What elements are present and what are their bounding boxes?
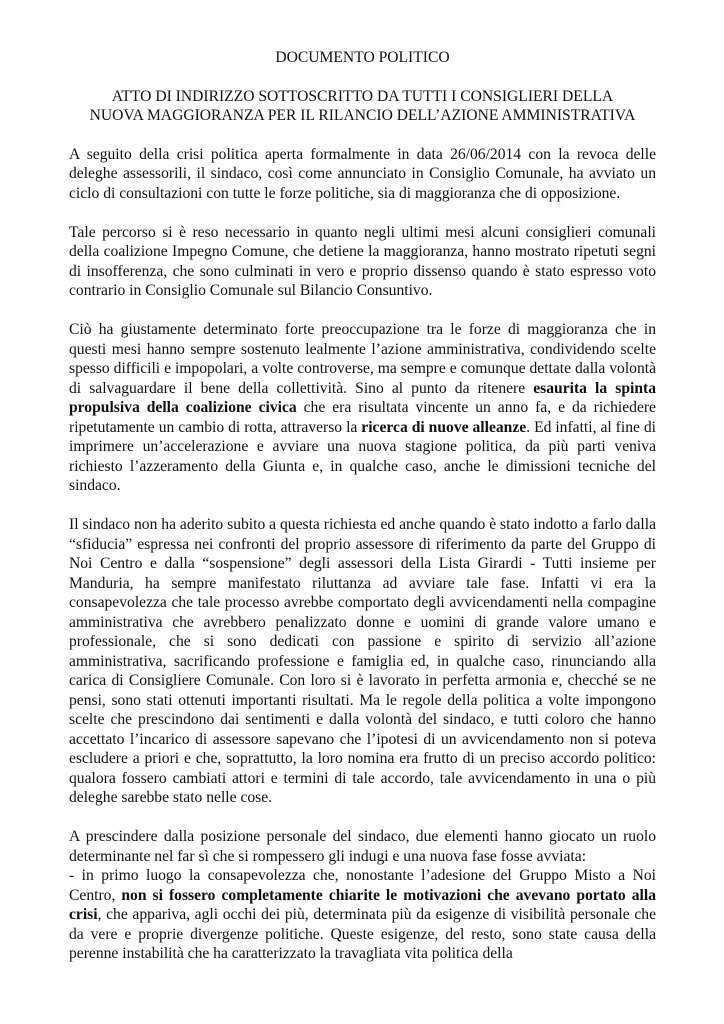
paragraph-5-text-c: , che appariva, agli occhi dei più, determinata più da esigenze di visibilità personale che da vere e proprie divergenze politiche. Queste esigenze, del resto, sono state causa della perenne instabilità che ha caratterizzato la travagliata vita politica della (69, 906, 656, 962)
paragraph-1: A seguito della crisi politica aperta formalmente in data 26/06/2014 con la revoca delle deleghe assessorili, il sindaco, così come annunciato in Consiglio Comunale, ha avviato un ciclo di consultazioni con tutte le forze politiche, sia di maggioranza che di opposizione. (69, 145, 656, 202)
paragraph-3-bold-b: ricerca di nuove alleanze (361, 418, 527, 436)
paragraph-3-text-b: che era risultata vincente un anno fa, e da richiedere ripetutamente un cambio di rotta, attraverso la (69, 399, 656, 436)
paragraph-3-text-c: . Ed infatti, al fine di imprimere un’accelerazione e avviare una nuova stagione politica, da più parti veniva richiesto l’azzeramento della Giunta e, in qualche caso, anche le dimissioni tecniche del sindaco. (69, 418, 656, 494)
paragraph-5-bold: non si fossero completamente chiarite le motivazioni che avevano portato alla crisi (69, 886, 656, 923)
paragraph-5-text-a: A prescindere dalla posizione personale del sindaco, due elementi hanno giocato un ruolo determinante nel far sì che si rompessero gli indugi e una nuova fase fosse avviata: (69, 828, 656, 865)
paragraph-3-text-a: Ciò ha giustamente determinato forte preoccupazione tra le forze di maggioranza che in questi mesi hanno sempre sostenuto lealmente l’azione amministrativa, condividendo scelte spesso difficili e impopolari, a volte controverse, ma sempre e comunque dettate dalla volontà di salvaguardare il bene della collettività. Sino al punto da ritenere (69, 321, 656, 397)
subtitle-line-1: ATTO DI INDIRIZZO SOTTOSCRITTO DA TUTTI I CONSIGLIERI DELLA (111, 87, 614, 105)
document-title: DOCUMENTO POLITICO (275, 49, 450, 66)
document-subtitle (69, 87, 656, 126)
paragraph-5-text-b: - in primo luogo la consapevolezza che, nonostante l’adesione del Gruppo Misto a Noi Centro, (69, 867, 656, 904)
paragraph-5 (69, 827, 656, 964)
paragraph-3-bold-a: esaurita la spinta propulsiva della coalizione civica (69, 379, 656, 416)
paragraph-2: Tale percorso si è reso necessario in quanto negli ultimi mesi alcuni consiglieri comunali della coalizione Impegno Comune, che detiene la maggioranza, hanno mostrato ripetuti segni di insofferenza, che sono culminati in vero e proprio dissenso quando è stato espresso voto contrario in Consiglio Comunale sul Bilancio Consuntivo. (69, 223, 656, 299)
paragraph-3 (69, 320, 656, 496)
subtitle-line-2: NUOVA MAGGIORANZA PER IL RILANCIO DELL’AZIONE AMMINISTRATIVA (89, 107, 636, 124)
paragraph-4: Il sindaco non ha aderito subito a questa richiesta ed anche quando è stato indotto a farlo dalla “sfiducia” espressa nei confronti del proprio assessore di riferimento da parte del Gruppo di Noi Centro e dalla “sospensione” degli assessori della Lista Girardi - Tutti insieme per Manduria, ha sempre manifestato riluttanza ad avviare tale fase. Infatti vi era la consapevolezza che tale processo avrebbe comportato degli avvicendamenti nella compagine amministrativa che avrebbero penalizzato donne e uomini di grande valore umano e professionale, che si sono dedicati con passione e spirito di servizio all’azione amministrativa, sacrificando professione e famiglia ed, in qualche caso, rinunciando alla carica di Consigliere Comunale. Con loro si è lavorato in perfetta armonia e, checché se ne pensi, sono stati ottenuti importanti risultati. Ma le regole della politica a volte impongono scelte che prescindono dai sentimenti e dalla volontà del sindaco, e tutti coloro che hanno accettato l’incarico di assessore sapevano che l’ipotesi di un avvicendamento non si poteva escludere a priori e che, soprattutto, la loro nomina era frutto di un preciso accordo politico: qualora fossero cambiati attori e termini di tale accordo, tale avvicendamento in una o più deleghe sarebbe stato nelle cose. (69, 516, 656, 806)
